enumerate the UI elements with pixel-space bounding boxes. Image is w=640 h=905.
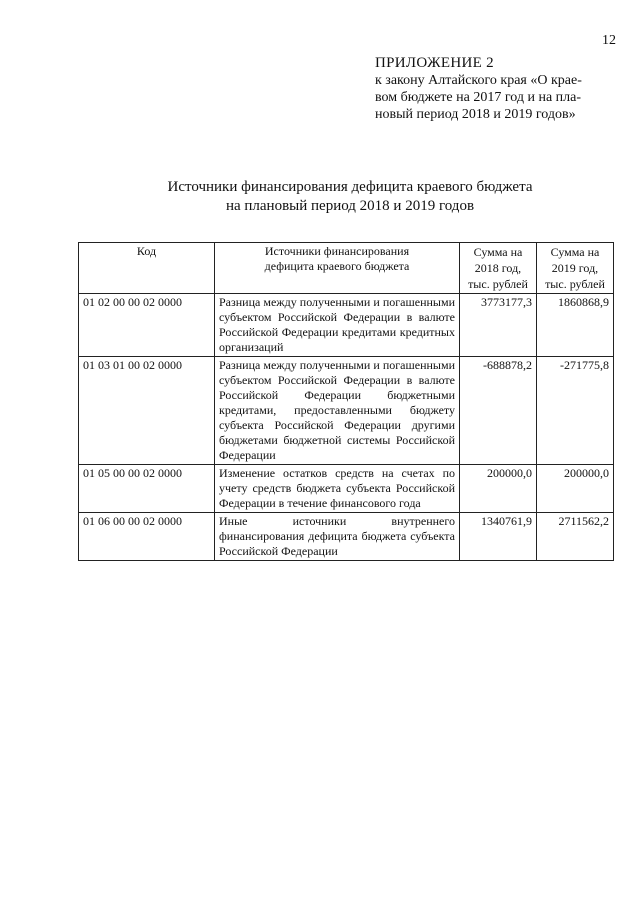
row-sum-2019: -271775,8 bbox=[537, 357, 614, 465]
appendix-block bbox=[375, 55, 625, 123]
table-row bbox=[79, 465, 614, 513]
table-row bbox=[79, 294, 614, 357]
header-sum-2019-line: 2019 год, bbox=[551, 261, 599, 275]
header-sum-2019 bbox=[537, 243, 614, 294]
row-source-name: Изменение остатков средств на счетах по учету средств бюджета субъекта Российской Федерации в течение финансового года bbox=[215, 465, 460, 513]
row-code: 01 06 00 00 02 0000 bbox=[79, 513, 215, 561]
row-sum-2018: -688878,2 bbox=[460, 357, 537, 465]
header-code-label: Код bbox=[136, 244, 157, 258]
header-source bbox=[215, 243, 460, 294]
row-code: 01 03 01 00 02 0000 bbox=[79, 357, 215, 465]
appendix-line: вом бюджете на 2017 год и на пла- bbox=[375, 90, 582, 105]
header-sum-2018-line: тыс. рублей bbox=[468, 277, 528, 291]
appendix-title: ПРИЛОЖЕНИЕ 2 bbox=[375, 55, 494, 71]
row-source-name: Разница между полученными и погашенными субъектом Российской Федерации в валюте Российской Федерации бюджетными кредитами, предоставленными бюджету субъекта Российской Федерации другими бюджетами бюджетной системы Российской Федерации bbox=[215, 357, 460, 465]
row-sum-2018: 1340761,9 bbox=[460, 513, 537, 561]
row-code: 01 05 00 00 02 0000 bbox=[79, 465, 215, 513]
row-sum-2019: 2711562,2 bbox=[537, 513, 614, 561]
header-source-line: Источники финансирования bbox=[264, 244, 410, 258]
row-sum-2018: 200000,0 bbox=[460, 465, 537, 513]
document-title-line: на плановый период 2018 и 2019 годов bbox=[225, 198, 475, 214]
header-sum-2018-line: 2018 год, bbox=[474, 261, 522, 275]
row-sum-2019: 200000,0 bbox=[537, 465, 614, 513]
appendix-line: новый период 2018 и 2019 годов» bbox=[375, 107, 576, 122]
table-row bbox=[79, 357, 614, 465]
header-sum-2019-line: Сумма на bbox=[550, 245, 600, 259]
row-sum-2018: 3773177,3 bbox=[460, 294, 537, 357]
header-sum-2019-line: тыс. рублей bbox=[545, 277, 605, 291]
header-sum-2018 bbox=[460, 243, 537, 294]
table-row bbox=[79, 513, 614, 561]
header-code bbox=[79, 243, 215, 294]
row-code: 01 02 00 00 02 0000 bbox=[79, 294, 215, 357]
page-number: 12 bbox=[602, 33, 616, 48]
table-header-row bbox=[79, 243, 614, 294]
header-sum-2018-line: Сумма на bbox=[473, 245, 523, 259]
row-source-name: Иные источники внутреннего финансирования дефицита бюджета субъекта Российской Федерации bbox=[215, 513, 460, 561]
row-sum-2019: 1860868,9 bbox=[537, 294, 614, 357]
header-source-line: дефицита краевого бюджета bbox=[264, 259, 410, 273]
appendix-line: к закону Алтайского края «О крае- bbox=[375, 73, 582, 88]
document-title-line: Источники финансирования дефицита краевого бюджета bbox=[167, 179, 533, 195]
document-title bbox=[0, 178, 640, 216]
row-source-name: Разница между полученными и погашенными субъектом Российской Федерации в валюте Российской Федерации кредитами кредитных организаций bbox=[215, 294, 460, 357]
financing-sources-table bbox=[78, 242, 614, 561]
